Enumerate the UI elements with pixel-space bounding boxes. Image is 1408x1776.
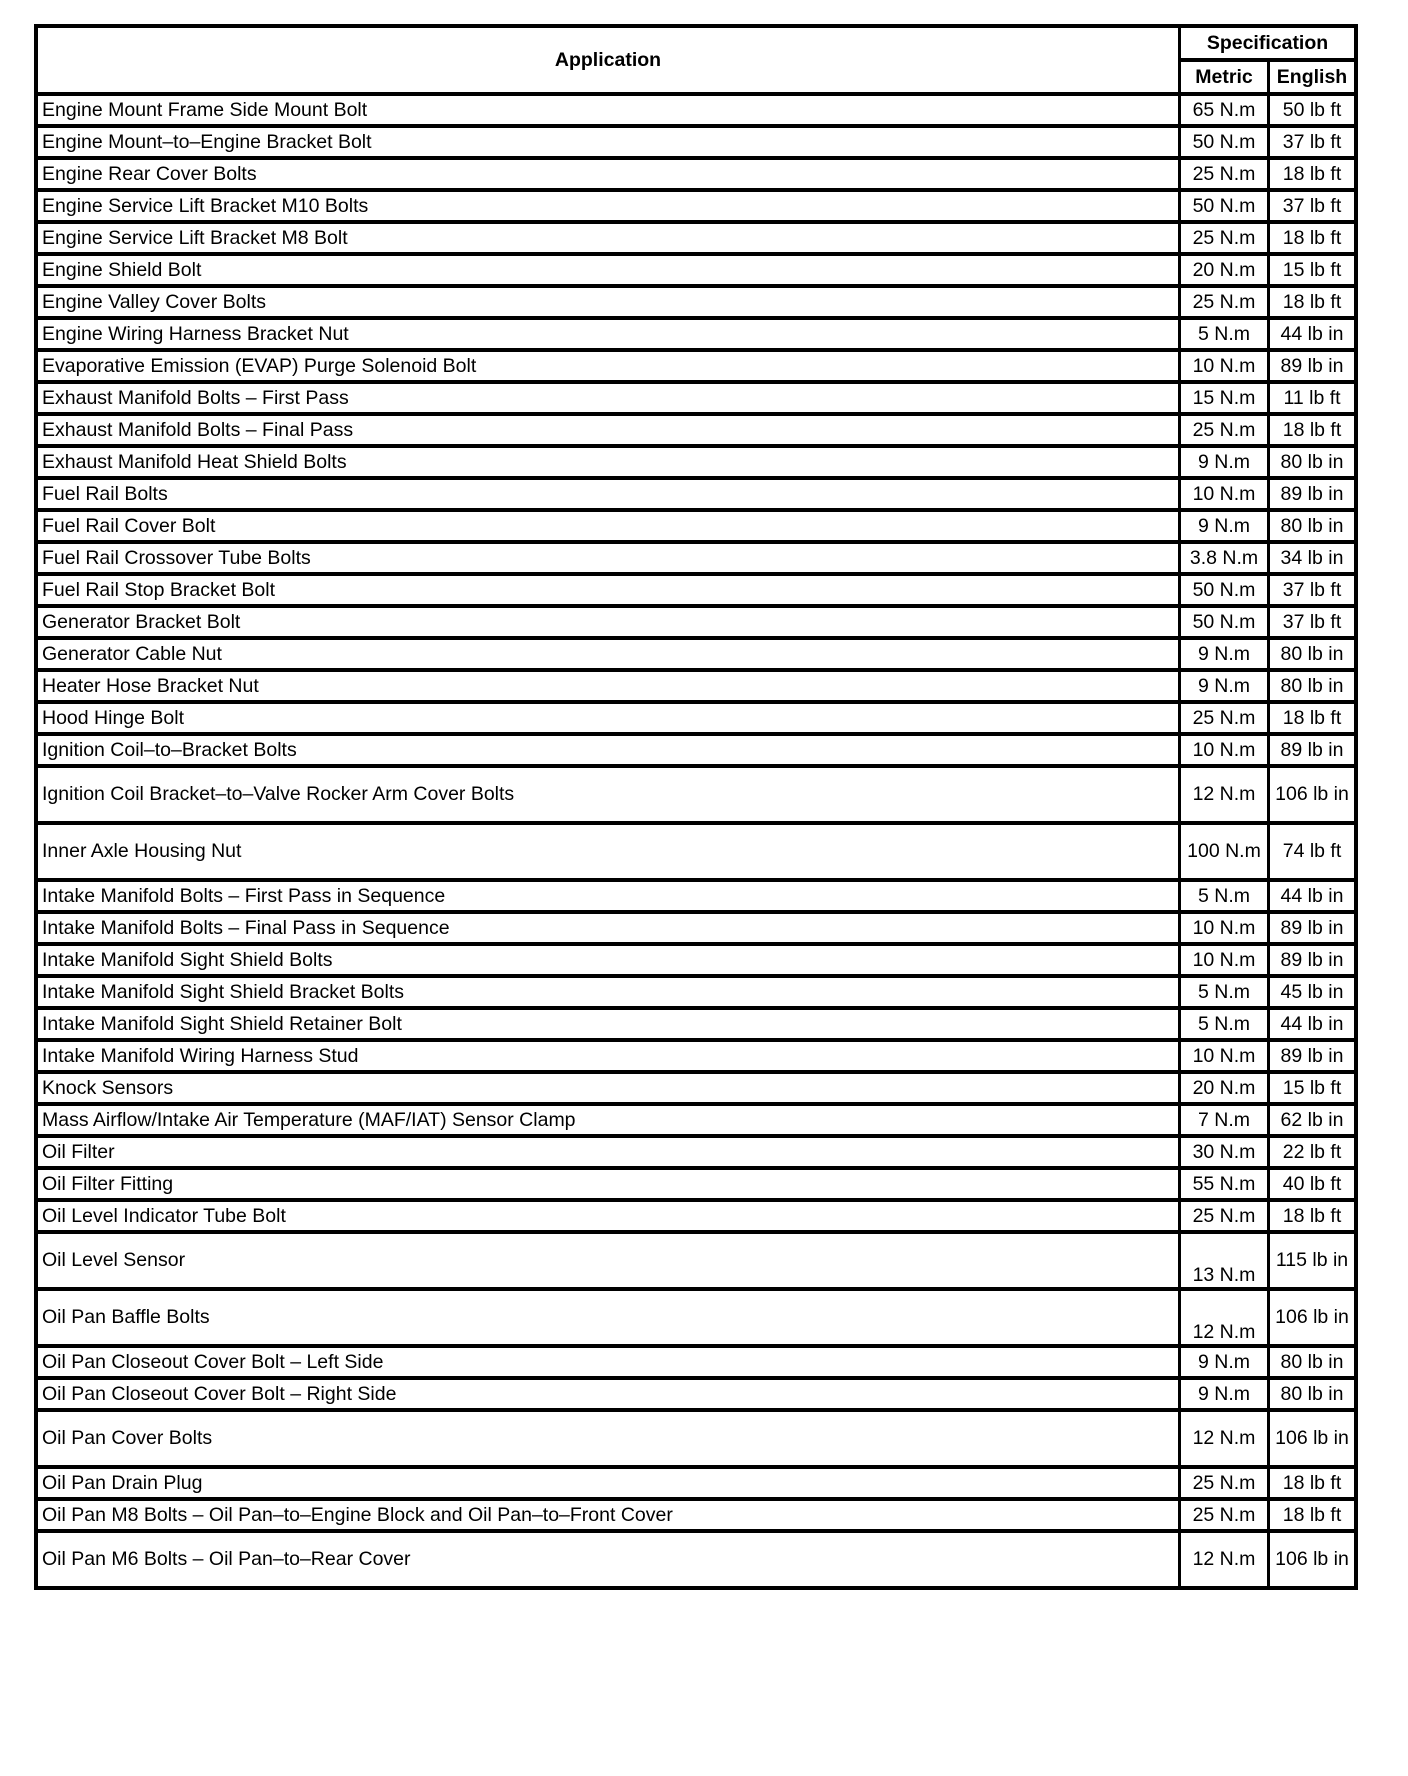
table-row	[36, 222, 1356, 254]
metric-cell: 7 N.m	[1180, 1104, 1269, 1136]
table-row	[36, 1168, 1356, 1200]
metric-cell: 20 N.m	[1180, 1072, 1269, 1104]
metric-cell: 10 N.m	[1180, 912, 1269, 944]
application-cell: Oil Pan Cover Bolts	[36, 1410, 1180, 1467]
table-row	[36, 1200, 1356, 1232]
metric-cell: 10 N.m	[1180, 1040, 1269, 1072]
application-cell: Engine Valley Cover Bolts	[36, 286, 1180, 318]
metric-cell: 12 N.m	[1180, 766, 1269, 823]
english-cell: 40 lb ft	[1269, 1168, 1357, 1200]
table-row	[36, 574, 1356, 606]
english-cell: 18 lb ft	[1269, 1499, 1357, 1531]
english-cell: 11 lb ft	[1269, 382, 1357, 414]
english-cell: 45 lb in	[1269, 976, 1357, 1008]
metric-cell: 9 N.m	[1180, 446, 1269, 478]
english-cell: 15 lb ft	[1269, 1072, 1357, 1104]
table-row	[36, 1410, 1356, 1467]
english-cell: 106 lb in	[1269, 1289, 1357, 1346]
application-cell: Hood Hinge Bolt	[36, 702, 1180, 734]
application-cell: Engine Mount Frame Side Mount Bolt	[36, 94, 1180, 126]
english-cell: 44 lb in	[1269, 880, 1357, 912]
application-cell: Exhaust Manifold Bolts – Final Pass	[36, 414, 1180, 446]
metric-cell: 10 N.m	[1180, 350, 1269, 382]
table-row	[36, 286, 1356, 318]
english-cell: 89 lb in	[1269, 944, 1357, 976]
english-cell: 89 lb in	[1269, 350, 1357, 382]
metric-cell: 13 N.m	[1180, 1232, 1269, 1289]
english-cell: 34 lb in	[1269, 542, 1357, 574]
table-row	[36, 912, 1356, 944]
application-cell: Engine Service Lift Bracket M10 Bolts	[36, 190, 1180, 222]
metric-cell: 30 N.m	[1180, 1136, 1269, 1168]
english-cell: 18 lb ft	[1269, 1200, 1357, 1232]
metric-cell: 55 N.m	[1180, 1168, 1269, 1200]
metric-cell: 50 N.m	[1180, 606, 1269, 638]
table-row	[36, 1008, 1356, 1040]
application-cell: Fuel Rail Crossover Tube Bolts	[36, 542, 1180, 574]
application-cell: Oil Pan Closeout Cover Bolt – Right Side	[36, 1378, 1180, 1410]
table-row	[36, 1104, 1356, 1136]
torque-spec-table	[34, 24, 1358, 1590]
english-cell: 80 lb in	[1269, 1346, 1357, 1378]
table-body	[36, 94, 1356, 1588]
application-cell: Engine Rear Cover Bolts	[36, 158, 1180, 190]
header-english: English	[1269, 60, 1357, 94]
english-cell: 89 lb in	[1269, 478, 1357, 510]
english-cell: 89 lb in	[1269, 734, 1357, 766]
english-cell: 37 lb ft	[1269, 190, 1357, 222]
application-cell: Engine Shield Bolt	[36, 254, 1180, 286]
table-row	[36, 1072, 1356, 1104]
english-cell: 18 lb ft	[1269, 222, 1357, 254]
english-cell: 80 lb in	[1269, 510, 1357, 542]
application-cell: Intake Manifold Sight Shield Bolts	[36, 944, 1180, 976]
english-cell: 106 lb in	[1269, 766, 1357, 823]
table-row	[36, 702, 1356, 734]
table-row	[36, 1346, 1356, 1378]
metric-cell: 25 N.m	[1180, 1200, 1269, 1232]
table-row	[36, 94, 1356, 126]
metric-cell: 25 N.m	[1180, 414, 1269, 446]
english-cell: 80 lb in	[1269, 638, 1357, 670]
metric-cell: 20 N.m	[1180, 254, 1269, 286]
application-cell: Oil Filter Fitting	[36, 1168, 1180, 1200]
table-row	[36, 446, 1356, 478]
metric-cell: 12 N.m	[1180, 1410, 1269, 1467]
table-row	[36, 606, 1356, 638]
english-cell: 44 lb in	[1269, 1008, 1357, 1040]
table-row	[36, 478, 1356, 510]
application-cell: Engine Mount–to–Engine Bracket Bolt	[36, 126, 1180, 158]
metric-cell: 25 N.m	[1180, 1467, 1269, 1499]
english-cell: 115 lb in	[1269, 1232, 1357, 1289]
metric-cell: 5 N.m	[1180, 318, 1269, 350]
metric-cell: 9 N.m	[1180, 1378, 1269, 1410]
application-cell: Intake Manifold Bolts – First Pass in Sequence	[36, 880, 1180, 912]
metric-cell: 15 N.m	[1180, 382, 1269, 414]
application-cell: Exhaust Manifold Heat Shield Bolts	[36, 446, 1180, 478]
table-row	[36, 1531, 1356, 1588]
metric-cell: 9 N.m	[1180, 670, 1269, 702]
table-row	[36, 1136, 1356, 1168]
english-cell: 80 lb in	[1269, 1378, 1357, 1410]
application-cell: Oil Level Sensor	[36, 1232, 1180, 1289]
table-row	[36, 542, 1356, 574]
table-row	[36, 318, 1356, 350]
english-cell: 18 lb ft	[1269, 286, 1357, 318]
application-cell: Fuel Rail Cover Bolt	[36, 510, 1180, 542]
table-row	[36, 1040, 1356, 1072]
english-cell: 18 lb ft	[1269, 1467, 1357, 1499]
table-row	[36, 670, 1356, 702]
application-cell: Evaporative Emission (EVAP) Purge Solenoid Bolt	[36, 350, 1180, 382]
metric-cell: 9 N.m	[1180, 1346, 1269, 1378]
application-cell: Intake Manifold Bolts – Final Pass in Sequence	[36, 912, 1180, 944]
table-row	[36, 638, 1356, 670]
application-cell: Engine Wiring Harness Bracket Nut	[36, 318, 1180, 350]
application-cell: Inner Axle Housing Nut	[36, 823, 1180, 880]
table-row	[36, 880, 1356, 912]
metric-cell: 65 N.m	[1180, 94, 1269, 126]
english-cell: 37 lb ft	[1269, 126, 1357, 158]
metric-cell: 50 N.m	[1180, 126, 1269, 158]
metric-cell: 5 N.m	[1180, 880, 1269, 912]
application-cell: Heater Hose Bracket Nut	[36, 670, 1180, 702]
table-row	[36, 1289, 1356, 1346]
table-row	[36, 1378, 1356, 1410]
english-cell: 80 lb in	[1269, 446, 1357, 478]
application-cell: Oil Pan Baffle Bolts	[36, 1289, 1180, 1346]
table-row	[36, 414, 1356, 446]
metric-cell: 25 N.m	[1180, 702, 1269, 734]
english-cell: 18 lb ft	[1269, 158, 1357, 190]
application-cell: Fuel Rail Bolts	[36, 478, 1180, 510]
application-cell: Fuel Rail Stop Bracket Bolt	[36, 574, 1180, 606]
application-cell: Intake Manifold Sight Shield Bracket Bolts	[36, 976, 1180, 1008]
metric-cell: 5 N.m	[1180, 976, 1269, 1008]
metric-cell: 50 N.m	[1180, 574, 1269, 606]
table-row	[36, 254, 1356, 286]
metric-cell: 3.8 N.m	[1180, 542, 1269, 574]
table-row	[36, 1499, 1356, 1531]
application-cell: Oil Pan Closeout Cover Bolt – Left Side	[36, 1346, 1180, 1378]
table-row	[36, 350, 1356, 382]
table-row	[36, 158, 1356, 190]
application-cell: Mass Airflow/Intake Air Temperature (MAF/IAT) Sensor Clamp	[36, 1104, 1180, 1136]
english-cell: 18 lb ft	[1269, 414, 1357, 446]
application-cell: Knock Sensors	[36, 1072, 1180, 1104]
table-row	[36, 766, 1356, 823]
application-cell: Intake Manifold Wiring Harness Stud	[36, 1040, 1180, 1072]
english-cell: 89 lb in	[1269, 912, 1357, 944]
english-cell: 22 lb ft	[1269, 1136, 1357, 1168]
english-cell: 80 lb in	[1269, 670, 1357, 702]
header-application: Application	[36, 26, 1180, 94]
table-row	[36, 190, 1356, 222]
english-cell: 15 lb ft	[1269, 254, 1357, 286]
application-cell: Generator Cable Nut	[36, 638, 1180, 670]
application-cell: Oil Level Indicator Tube Bolt	[36, 1200, 1180, 1232]
table-row	[36, 823, 1356, 880]
application-cell: Ignition Coil–to–Bracket Bolts	[36, 734, 1180, 766]
metric-cell: 100 N.m	[1180, 823, 1269, 880]
english-cell: 37 lb ft	[1269, 574, 1357, 606]
application-cell: Ignition Coil Bracket–to–Valve Rocker Arm Cover Bolts	[36, 766, 1180, 823]
table-row	[36, 976, 1356, 1008]
english-cell: 50 lb ft	[1269, 94, 1357, 126]
english-cell: 106 lb in	[1269, 1410, 1357, 1467]
table-row	[36, 1467, 1356, 1499]
metric-cell: 10 N.m	[1180, 478, 1269, 510]
application-cell: Exhaust Manifold Bolts – First Pass	[36, 382, 1180, 414]
application-cell: Engine Service Lift Bracket M8 Bolt	[36, 222, 1180, 254]
metric-cell: 5 N.m	[1180, 1008, 1269, 1040]
metric-cell: 12 N.m	[1180, 1289, 1269, 1346]
table-row	[36, 1232, 1356, 1289]
metric-cell: 9 N.m	[1180, 638, 1269, 670]
english-cell: 18 lb ft	[1269, 702, 1357, 734]
english-cell: 106 lb in	[1269, 1531, 1357, 1588]
application-cell: Oil Pan M6 Bolts – Oil Pan–to–Rear Cover	[36, 1531, 1180, 1588]
table-row	[36, 510, 1356, 542]
table-row	[36, 382, 1356, 414]
table-row	[36, 734, 1356, 766]
english-cell: 37 lb ft	[1269, 606, 1357, 638]
metric-cell: 10 N.m	[1180, 944, 1269, 976]
metric-cell: 25 N.m	[1180, 286, 1269, 318]
application-cell: Oil Pan Drain Plug	[36, 1467, 1180, 1499]
metric-cell: 25 N.m	[1180, 1499, 1269, 1531]
application-cell: Intake Manifold Sight Shield Retainer Bolt	[36, 1008, 1180, 1040]
header-metric: Metric	[1180, 60, 1269, 94]
metric-cell: 25 N.m	[1180, 158, 1269, 190]
application-cell: Oil Filter	[36, 1136, 1180, 1168]
table-row	[36, 944, 1356, 976]
metric-cell: 50 N.m	[1180, 190, 1269, 222]
header-specification: Specification	[1180, 26, 1357, 60]
metric-cell: 9 N.m	[1180, 510, 1269, 542]
table-row	[36, 126, 1356, 158]
application-cell: Oil Pan M8 Bolts – Oil Pan–to–Engine Block and Oil Pan–to–Front Cover	[36, 1499, 1180, 1531]
metric-cell: 10 N.m	[1180, 734, 1269, 766]
english-cell: 89 lb in	[1269, 1040, 1357, 1072]
english-cell: 62 lb in	[1269, 1104, 1357, 1136]
application-cell: Generator Bracket Bolt	[36, 606, 1180, 638]
metric-cell: 25 N.m	[1180, 222, 1269, 254]
metric-cell: 12 N.m	[1180, 1531, 1269, 1588]
english-cell: 44 lb in	[1269, 318, 1357, 350]
english-cell: 74 lb ft	[1269, 823, 1357, 880]
